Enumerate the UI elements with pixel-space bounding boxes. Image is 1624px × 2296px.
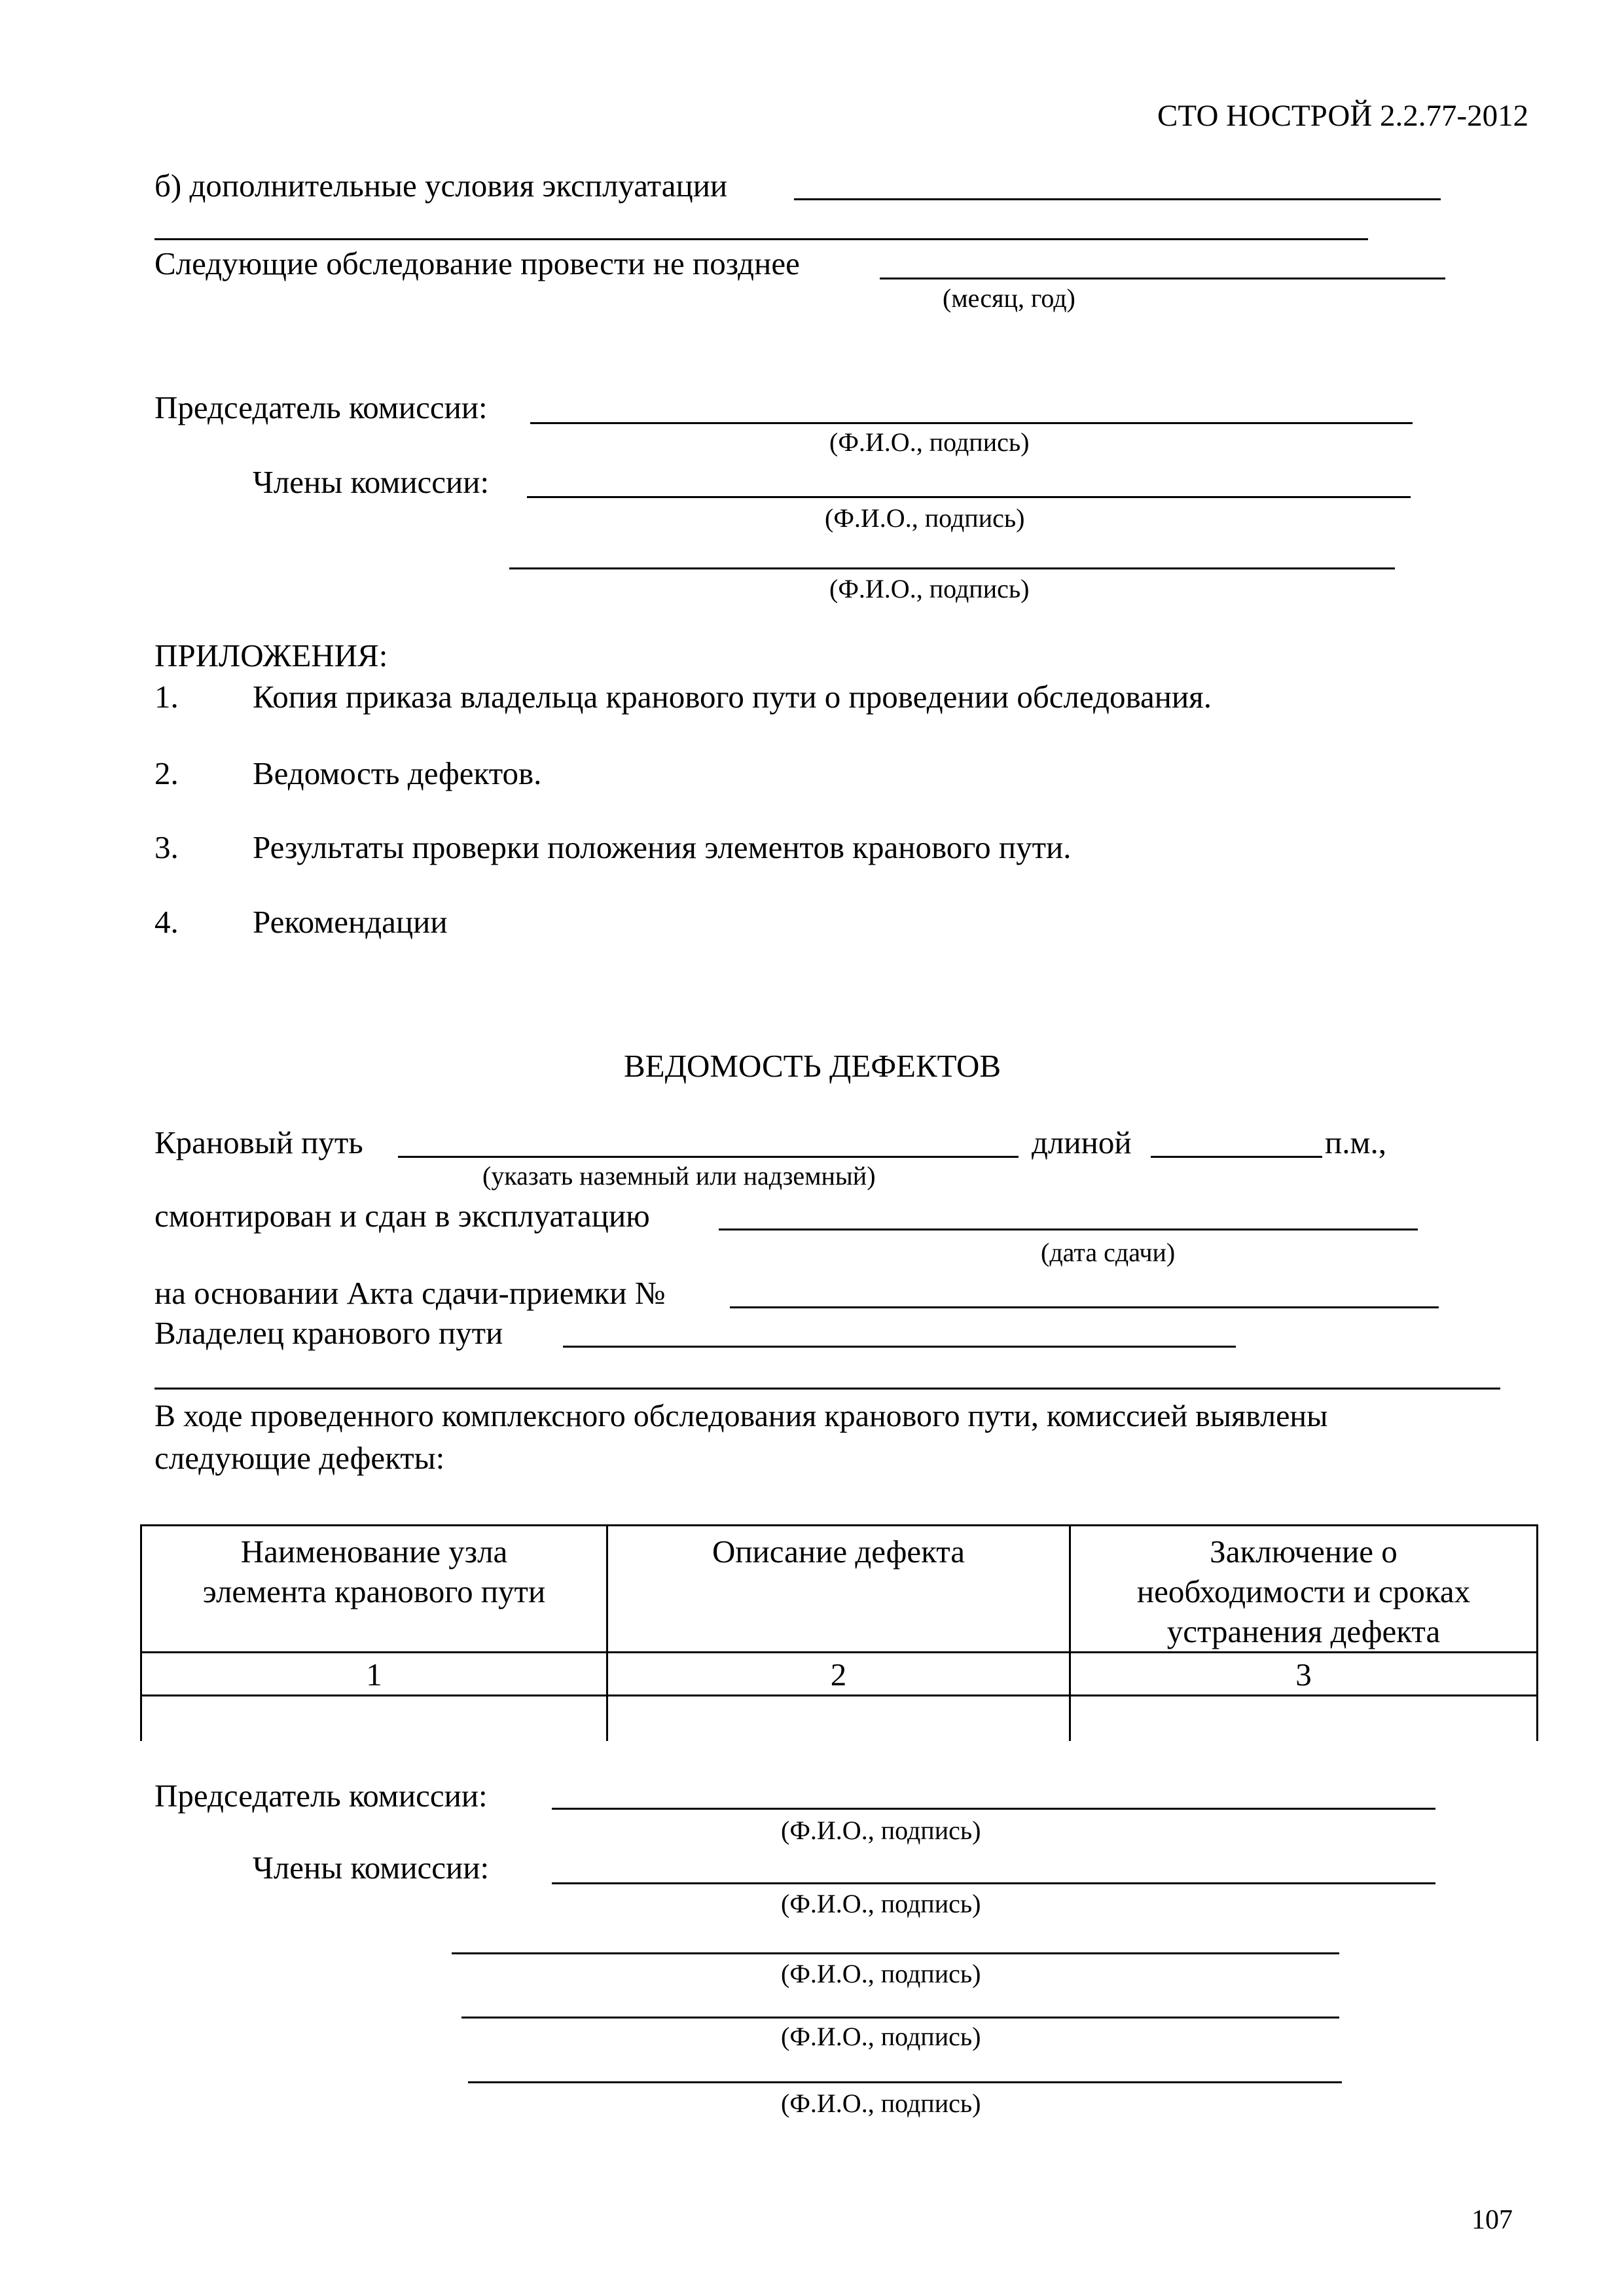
appendices-title: ПРИЛОЖЕНИЯ: — [154, 637, 388, 673]
header-node-name-line-2: элемента кранового пути — [202, 1573, 546, 1609]
crane-track-type-line[interactable] — [398, 1156, 1019, 1158]
member-signature-line-2[interactable] — [509, 567, 1395, 569]
extra-conditions-line-2[interactable] — [154, 238, 1368, 240]
owner-line-2[interactable] — [154, 1388, 1500, 1390]
table-row — [141, 1696, 1538, 1742]
crane-track-type-hint: (указать наземный или надземный) — [482, 1161, 876, 1191]
member-signature-line-4[interactable] — [452, 1952, 1339, 1954]
header-node-name-line-1: Наименование узла — [240, 1534, 508, 1570]
defects-intro-line-1: В ходе проведенного комплексного обследования кранового пути, комиссией выявлены — [154, 1399, 1328, 1433]
table-cell[interactable] — [607, 1696, 1070, 1742]
header-defect-description-line-1: Описание дефекта — [712, 1534, 965, 1570]
member-signature-line-1[interactable] — [527, 496, 1411, 498]
chairman-fio-hint: (Ф.И.О., подпись) — [829, 427, 1030, 457]
extra-conditions-label: б) дополнительные условия эксплуатации — [154, 168, 728, 204]
chairman-signature-line[interactable] — [530, 422, 1413, 424]
members-label-2: Члены комиссии: — [253, 1850, 490, 1886]
act-number-line[interactable] — [730, 1306, 1439, 1308]
extra-conditions-line[interactable] — [794, 198, 1441, 200]
member-fio-hint-1: (Ф.И.О., подпись) — [825, 503, 1025, 533]
next-survey-label: Следующие обследование провести не позднее — [154, 245, 800, 281]
appendix-num-3: 3. — [154, 829, 179, 865]
mounted-label: смонтирован и сдан в эксплуатацию — [154, 1198, 650, 1234]
table-cell[interactable] — [141, 1696, 607, 1742]
members-label: Члены комиссии: — [253, 464, 490, 500]
column-number-2: 2 — [607, 1653, 1070, 1696]
document-code: СТО НОСТРОЙ 2.2.77-2012 — [1157, 99, 1529, 133]
header-defect-description — [607, 1526, 1070, 1653]
column-number-3: 3 — [1070, 1653, 1538, 1696]
member-fio-hint-3: (Ф.И.О., подпись) — [781, 1889, 981, 1918]
act-basis-label: на основании Акта сдачи-приемки № — [154, 1275, 666, 1311]
date-hint: (дата сдачи) — [1041, 1238, 1176, 1267]
header-conclusion-line-3: устранения дефекта — [1166, 1613, 1441, 1649]
column-number-1: 1 — [141, 1653, 607, 1696]
defects-sheet-title: ВЕДОМОСТЬ ДЕФЕКТОВ — [624, 1048, 1001, 1084]
table-cell[interactable] — [1070, 1696, 1538, 1742]
chairman-signature-line-2[interactable] — [552, 1808, 1435, 1810]
header-conclusion — [1070, 1526, 1538, 1653]
mounted-date-line[interactable] — [719, 1229, 1418, 1230]
appendix-item-3: Результаты проверки положения элементов кранового пути. — [253, 829, 1072, 865]
member-signature-line-3[interactable] — [552, 1882, 1435, 1884]
length-unit: п.м., — [1325, 1124, 1386, 1160]
header-node-name — [141, 1526, 607, 1653]
next-survey-line[interactable] — [880, 278, 1445, 279]
header-conclusion-line-2: необходимости и сроках — [1136, 1573, 1471, 1609]
chairman-label: Председатель комиссии: — [154, 389, 488, 425]
member-fio-hint-6: (Ф.И.О., подпись) — [781, 2089, 981, 2118]
chairman-fio-hint-2: (Ф.И.О., подпись) — [781, 1816, 981, 1845]
appendix-item-1: Копия приказа владельца кранового пути о проведении обследования. — [253, 679, 1212, 715]
member-fio-hint-2: (Ф.И.О., подпись) — [829, 574, 1030, 603]
member-fio-hint-4: (Ф.И.О., подпись) — [781, 1959, 981, 1988]
defects-intro-line-2: следующие дефекты: — [154, 1440, 445, 1476]
member-signature-line-5[interactable] — [461, 2017, 1339, 2018]
crane-track-label: Крановый путь — [154, 1124, 363, 1160]
page-number: 107 — [1471, 2205, 1513, 2235]
appendix-item-2: Ведомость дефектов. — [253, 755, 542, 791]
defects-table — [140, 1524, 1538, 1741]
table-number-row — [141, 1653, 1538, 1696]
member-fio-hint-5: (Ф.И.О., подпись) — [781, 2022, 981, 2051]
member-signature-line-6[interactable] — [468, 2081, 1342, 2083]
appendix-num-1: 1. — [154, 679, 179, 715]
chairman-label-2: Председатель комиссии: — [154, 1778, 488, 1814]
header-conclusion-line-1: Заключение о — [1210, 1534, 1398, 1570]
appendix-num-2: 2. — [154, 755, 179, 791]
owner-label: Владелец кранового пути — [154, 1315, 503, 1351]
table-header-row — [141, 1526, 1538, 1653]
length-label: длиной — [1032, 1124, 1132, 1160]
owner-line[interactable] — [563, 1346, 1236, 1348]
appendix-num-4: 4. — [154, 904, 179, 940]
appendix-item-4: Рекомендации — [253, 904, 448, 940]
length-line[interactable] — [1151, 1156, 1322, 1158]
month-year-hint: (месяц, год) — [943, 283, 1075, 313]
